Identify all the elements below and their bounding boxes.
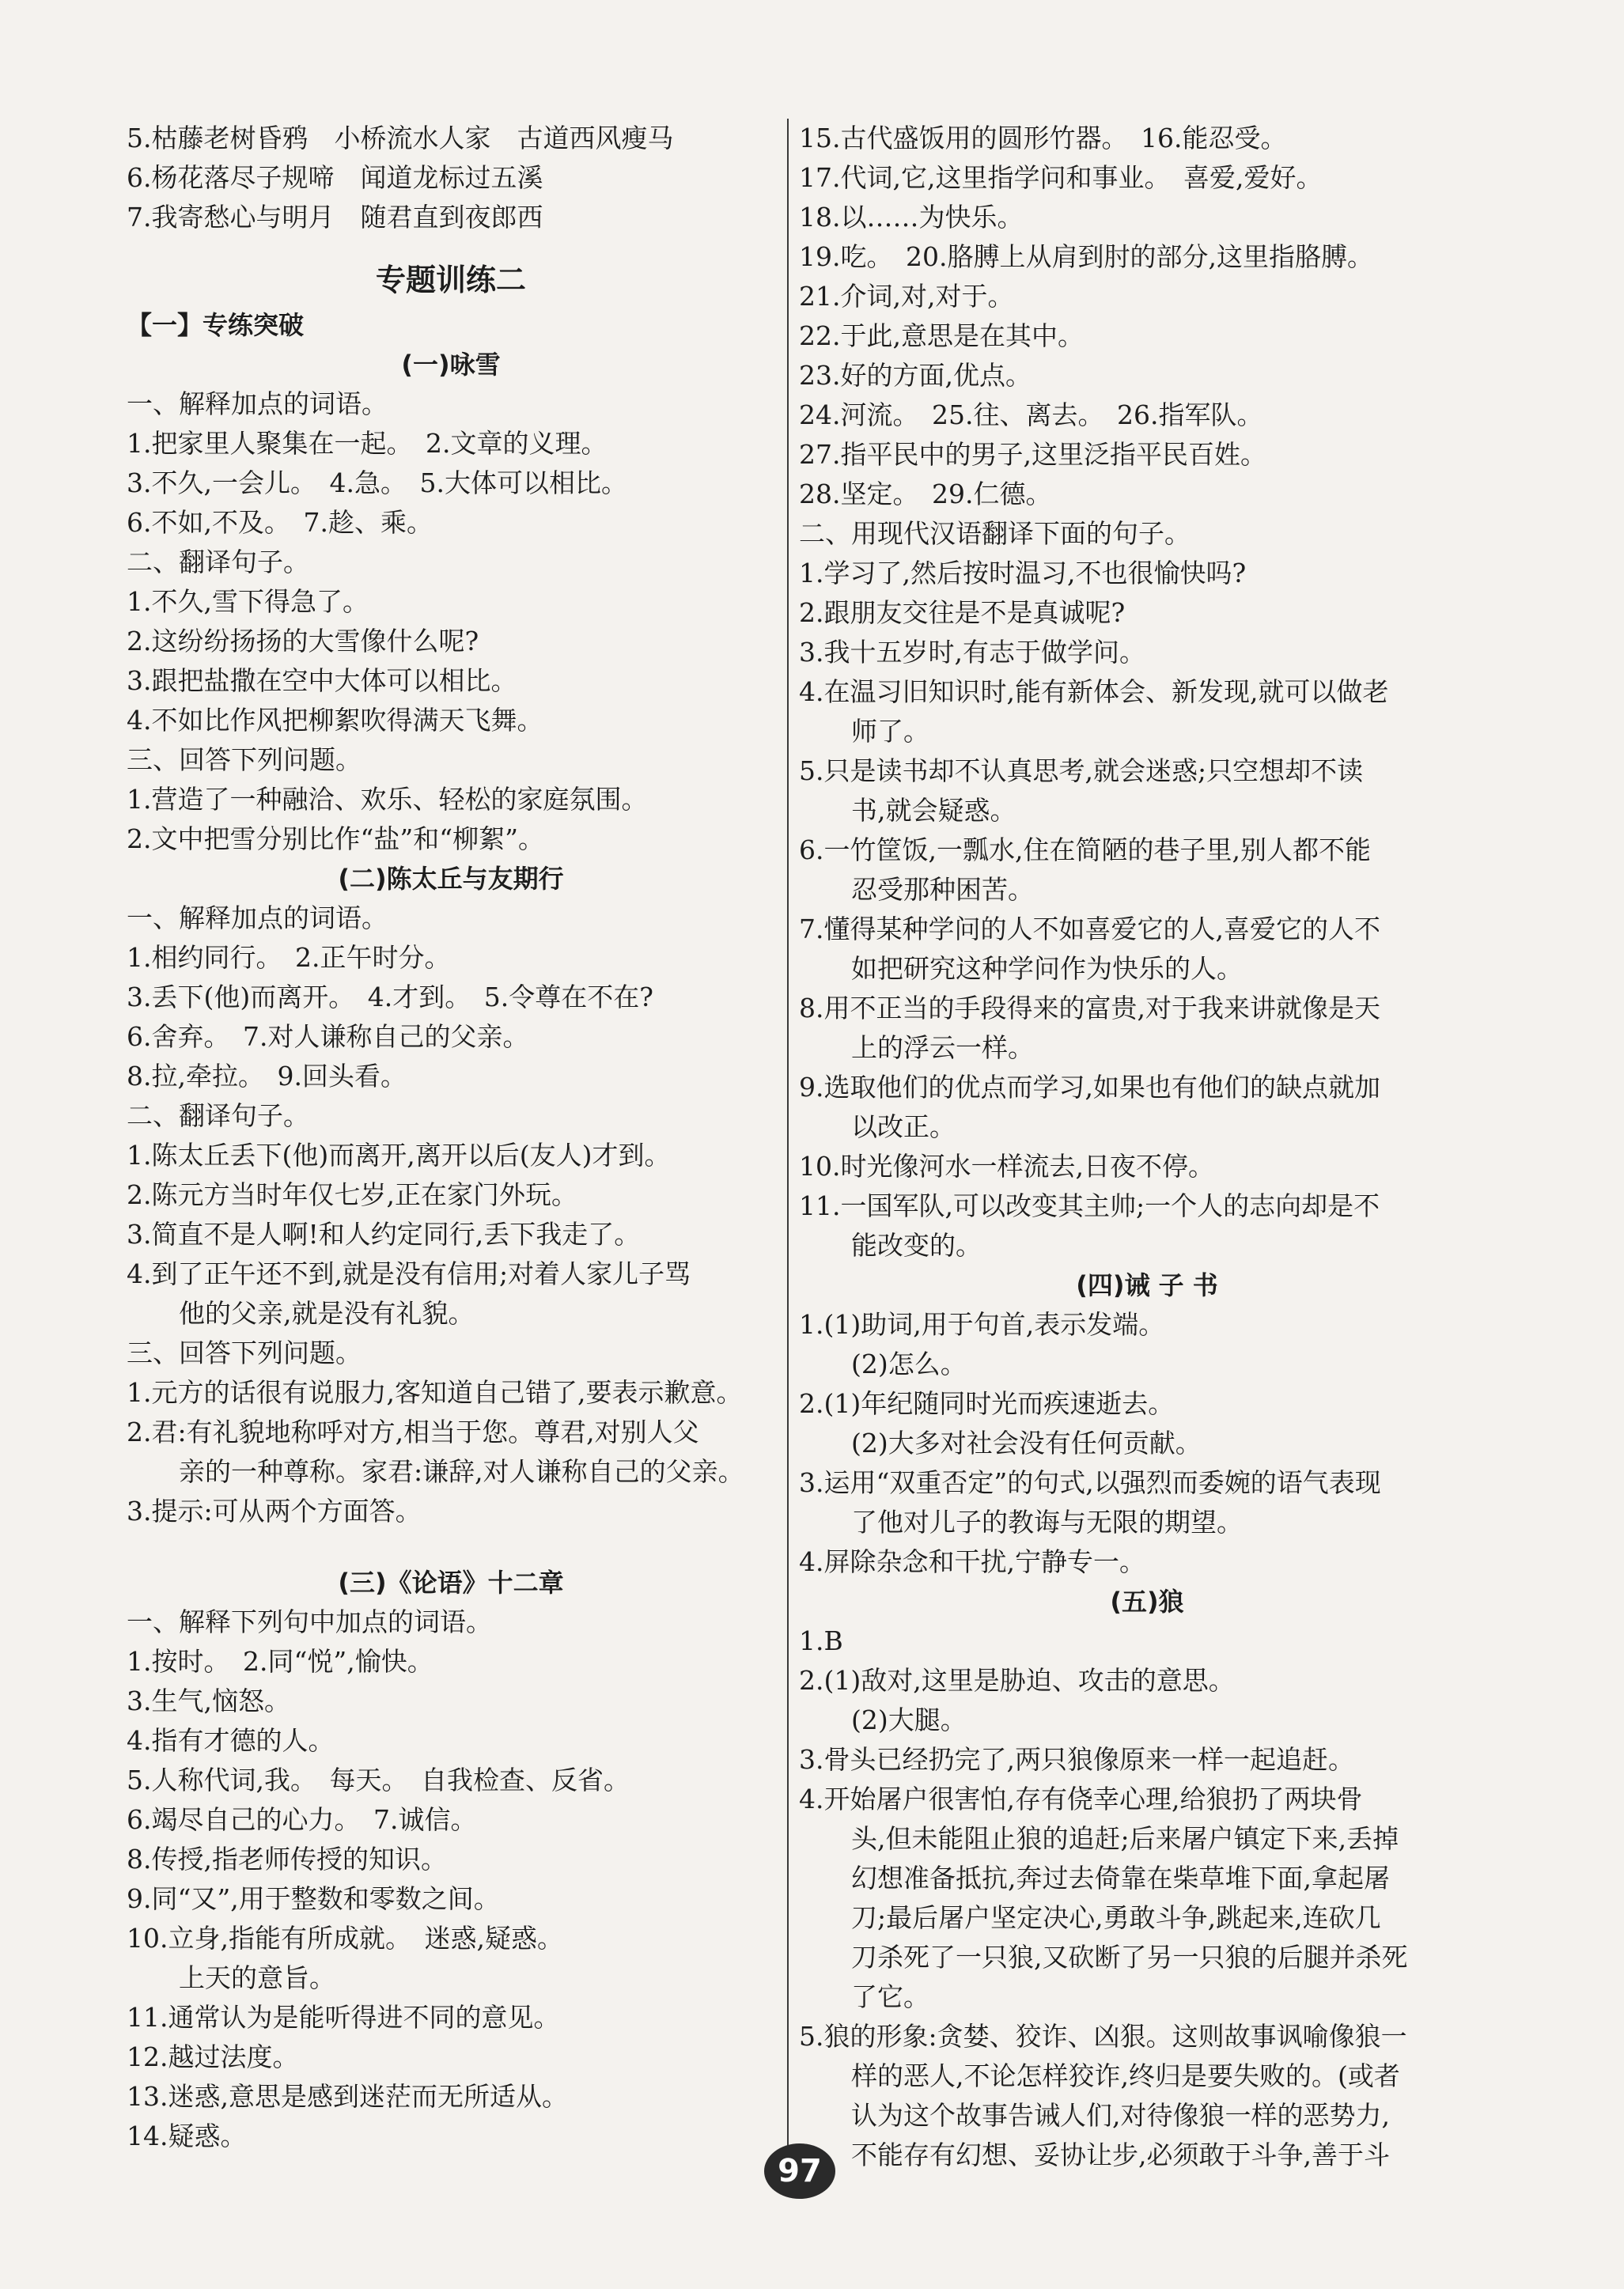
text-line: 3.运用“双重否定”的句式,以强烈而委婉的语气表现 bbox=[799, 1467, 1381, 1498]
text-line: 18.以……为快乐。 bbox=[799, 202, 1024, 233]
text-line: 1.把家里人聚集在一起。 2.文章的义理。 bbox=[127, 428, 608, 459]
text-line: 二、翻译句子。 bbox=[127, 547, 309, 577]
text-line: 1.相约同行。 2.正午时分。 bbox=[127, 942, 451, 973]
text-line: 样的恶人,不论怎样狡诈,终归是要失败的。(或者 bbox=[851, 2060, 1400, 2091]
text-line: 1.元方的话很有说服力,客知道自己错了,要表示歉意。 bbox=[127, 1377, 743, 1408]
text-line: 2.(1)年纪随同时光而疾速逝去。 bbox=[799, 1388, 1175, 1419]
text-line: 7.懂得某种学问的人不如喜爱它的人,喜爱它的人不 bbox=[799, 914, 1380, 944]
text-line: 9.选取他们的优点而学习,如果也有他们的缺点就加 bbox=[799, 1072, 1380, 1103]
subsection-heading: (一)咏雪 bbox=[401, 350, 501, 380]
text-line: 一、解释加点的词语。 bbox=[127, 388, 388, 419]
text-line: 头,但未能阻止狼的追赶;后来屠户镇定下来,丢掉 bbox=[851, 1823, 1399, 1854]
text-line: 3.不久,一会儿。 4.急。 5.大体可以相比。 bbox=[127, 467, 627, 498]
text-line: 2.(1)敌对,这里是胁迫、攻击的意思。 bbox=[799, 1665, 1235, 1696]
text-line: 5.只是读书却不认真思考,就会迷惑;只空想却不读 bbox=[799, 755, 1364, 786]
text-line: 3.丢下(他)而离开。 4.才到。 5.令尊在不在? bbox=[127, 982, 653, 1012]
text-line: 5.枯藤老树昏鸦 小桥流水人家 古道西风瘦马 bbox=[127, 123, 674, 153]
text-line: 11.通常认为是能听得进不同的意见。 bbox=[127, 2002, 560, 2033]
text-line: 二、翻译句子。 bbox=[127, 1100, 309, 1131]
text-line: 8.用不正当的手段得来的富贵,对于我来讲就像是天 bbox=[799, 993, 1380, 1023]
text-line: 24.河流。 25.往、离去。 26.指军队。 bbox=[799, 399, 1263, 430]
text-line: 4.屏除杂念和干扰,宁静专一。 bbox=[799, 1546, 1145, 1577]
text-line: 3.跟把盐撒在空中大体可以相比。 bbox=[127, 665, 517, 696]
text-line: 认为这个故事告诫人们,对待像狼一样的恶势力, bbox=[851, 2100, 1390, 2131]
text-line: (2)怎么。 bbox=[851, 1349, 967, 1379]
section-heading: 【一】专练突破 bbox=[127, 310, 305, 340]
text-line: 二、用现代汉语翻译下面的句子。 bbox=[799, 518, 1191, 549]
text-line: 2.跟朋友交往是不是真诚呢? bbox=[799, 597, 1126, 628]
text-line: 一、解释下列句中加点的词语。 bbox=[127, 1606, 492, 1637]
text-line: 7.我寄愁心与明月 随君直到夜郎西 bbox=[127, 202, 543, 233]
text-line: 23.好的方面,优点。 bbox=[799, 360, 1032, 391]
text-line: 了他对儿子的教诲与无限的期望。 bbox=[851, 1507, 1243, 1538]
page-title: 专题训练二 bbox=[375, 263, 526, 297]
left-column bbox=[127, 119, 775, 2156]
text-line: 上天的意旨。 bbox=[179, 1962, 335, 1993]
text-line: 1.按时。 2.同“悦”,愉快。 bbox=[127, 1646, 433, 1677]
text-line: 上的浮云一样。 bbox=[851, 1032, 1034, 1063]
text-line: 如把研究这种学问作为快乐的人。 bbox=[851, 953, 1243, 984]
text-line: 4.在温习旧知识时,能有新体会、新发现,就可以做老 bbox=[799, 676, 1389, 707]
text-line: 1.B bbox=[799, 1625, 843, 1656]
text-line: 刀;最后屠户坚定决心,勇敢斗争,跳起来,连砍几 bbox=[851, 1902, 1381, 1933]
text-line: 4.不如比作风把柳絮吹得满天飞舞。 bbox=[127, 705, 543, 736]
text-line: 1.不久,雪下得急了。 bbox=[127, 586, 369, 617]
text-line: 8.拉,牵拉。 9.回头看。 bbox=[127, 1061, 407, 1092]
text-line: 15.古代盛饭用的圆形竹器。 16.能忍受。 bbox=[799, 123, 1287, 153]
text-line: 3.提示:可从两个方面答。 bbox=[127, 1496, 422, 1527]
text-line: 2.君:有礼貌地称呼对方,相当于您。尊君,对别人父 bbox=[127, 1417, 699, 1447]
text-line: 3.简直不是人啊!和人约定同行,丢下我走了。 bbox=[127, 1219, 641, 1250]
text-line: 3.骨头已经扔完了,两只狼像原来一样一起追赶。 bbox=[799, 1744, 1354, 1775]
text-line: 19.吃。 20.胳膊上从肩到肘的部分,这里指胳膊。 bbox=[799, 241, 1373, 272]
text-line: 1.学习了,然后按时温习,不也很愉快吗? bbox=[799, 558, 1247, 588]
text-line: 1.营造了一种融洽、欢乐、轻松的家庭氛围。 bbox=[127, 784, 648, 815]
text-line: 幻想准备抵抗,奔过去倚靠在柴草堆下面,拿起屠 bbox=[851, 1863, 1390, 1894]
text-line: 8.传授,指老师传授的知识。 bbox=[127, 1844, 447, 1875]
text-line: 17.代词,它,这里指学问和事业。 喜爱,爱好。 bbox=[799, 162, 1323, 193]
text-line: 4.到了正午还不到,就是没有信用;对着人家儿子骂 bbox=[127, 1258, 691, 1289]
text-line: 2.陈元方当时年仅七岁,正在家门外玩。 bbox=[127, 1179, 577, 1210]
text-line: 4.开始屠户很害怕,存有侥幸心理,给狼扔了两块骨 bbox=[799, 1784, 1363, 1814]
column-divider bbox=[787, 119, 789, 2151]
text-line: 9.同“又”,用于整数和零数之间。 bbox=[127, 1883, 500, 1914]
text-line: 1.(1)助词,用于句首,表示发端。 bbox=[799, 1309, 1165, 1340]
text-line: 13.迷惑,意思是感到迷茫而无所适从。 bbox=[127, 2081, 568, 2112]
text-line: 27.指平民中的男子,这里泛指平民百姓。 bbox=[799, 439, 1266, 470]
text-line: 12.越过法度。 bbox=[127, 2041, 299, 2072]
text-line: 10.立身,指能有所成就。 迷惑,疑惑。 bbox=[127, 1923, 563, 1954]
text-line: 忍受那种困苦。 bbox=[851, 874, 1034, 905]
text-line: 6.一竹筐饭,一瓢水,住在简陋的巷子里,别人都不能 bbox=[799, 834, 1371, 865]
text-line: 6.杨花落尽子规啼 闻道龙标过五溪 bbox=[127, 162, 543, 193]
text-line: 11.一国军队,可以改变其主帅;一个人的志向却是不 bbox=[799, 1190, 1380, 1221]
text-line: 师了。 bbox=[851, 716, 929, 747]
text-line: 能改变的。 bbox=[851, 1230, 982, 1261]
text-line: 不能存有幻想、妥协让步,必须敢于斗争,善于斗 bbox=[851, 2140, 1390, 2170]
text-line: (2)大多对社会没有任何贡献。 bbox=[851, 1428, 1202, 1459]
text-line: 三、回答下列问题。 bbox=[127, 744, 362, 775]
text-line: 以改正。 bbox=[851, 1111, 956, 1142]
text-line: 3.我十五岁时,有志于做学问。 bbox=[799, 637, 1145, 668]
text-line: 一、解释加点的词语。 bbox=[127, 902, 388, 933]
text-line: 了它。 bbox=[851, 1981, 929, 2012]
text-line: 5.人称代词,我。 每天。 自我检查、反省。 bbox=[127, 1765, 630, 1795]
text-line: 14.疑惑。 bbox=[127, 2121, 247, 2151]
text-line: 6.竭尽自己的心力。 7.诚信。 bbox=[127, 1804, 477, 1835]
text-line: 1.陈太丘丢下(他)而离开,离开以后(友人)才到。 bbox=[127, 1140, 671, 1171]
subsection-heading: (四)诫 子 书 bbox=[1076, 1270, 1218, 1300]
text-line: 5.狼的形象:贪婪、狡诈、凶狠。这则故事讽喻像狼一 bbox=[799, 2021, 1407, 2052]
text-line: 6.不如,不及。 7.趁、乘。 bbox=[127, 507, 433, 538]
text-line: 三、回答下列问题。 bbox=[127, 1337, 362, 1368]
text-line: 2.这纷纷扬扬的大雪像什么呢? bbox=[127, 626, 479, 656]
text-line: 22.于此,意思是在其中。 bbox=[799, 320, 1084, 351]
subsection-heading: (五)狼 bbox=[1110, 1587, 1184, 1617]
text-line: 10.时光像河水一样流去,日夜不停。 bbox=[799, 1151, 1214, 1182]
page-number: 97 bbox=[764, 2143, 835, 2199]
text-line: 28.坚定。 29.仁德。 bbox=[799, 479, 1052, 509]
text-line: (2)大腿。 bbox=[851, 1704, 967, 1735]
text-line: 2.文中把雪分别比作“盐”和“柳絮”。 bbox=[127, 823, 544, 854]
text-line: 6.舍弃。 7.对人谦称自己的父亲。 bbox=[127, 1021, 529, 1052]
right-column bbox=[799, 119, 1495, 2175]
spacer bbox=[127, 1531, 775, 1563]
text-line: 刀杀死了一只狼,又砍断了另一只狼的后腿并杀死 bbox=[851, 1942, 1408, 1973]
subsection-heading: (三)《论语》十二章 bbox=[338, 1568, 564, 1598]
text-line: 4.指有才德的人。 bbox=[127, 1725, 335, 1756]
text-line: 3.生气,恼怒。 bbox=[127, 1686, 290, 1716]
subsection-heading: (二)陈太丘与友期行 bbox=[338, 864, 564, 894]
text-line: 他的父亲,就是没有礼貌。 bbox=[179, 1298, 475, 1329]
text-line: 书,就会疑惑。 bbox=[851, 795, 1016, 826]
text-line: 亲的一种尊称。家君:谦辞,对人谦称自己的父亲。 bbox=[179, 1456, 744, 1487]
text-line: 21.介词,对,对于。 bbox=[799, 281, 1014, 312]
